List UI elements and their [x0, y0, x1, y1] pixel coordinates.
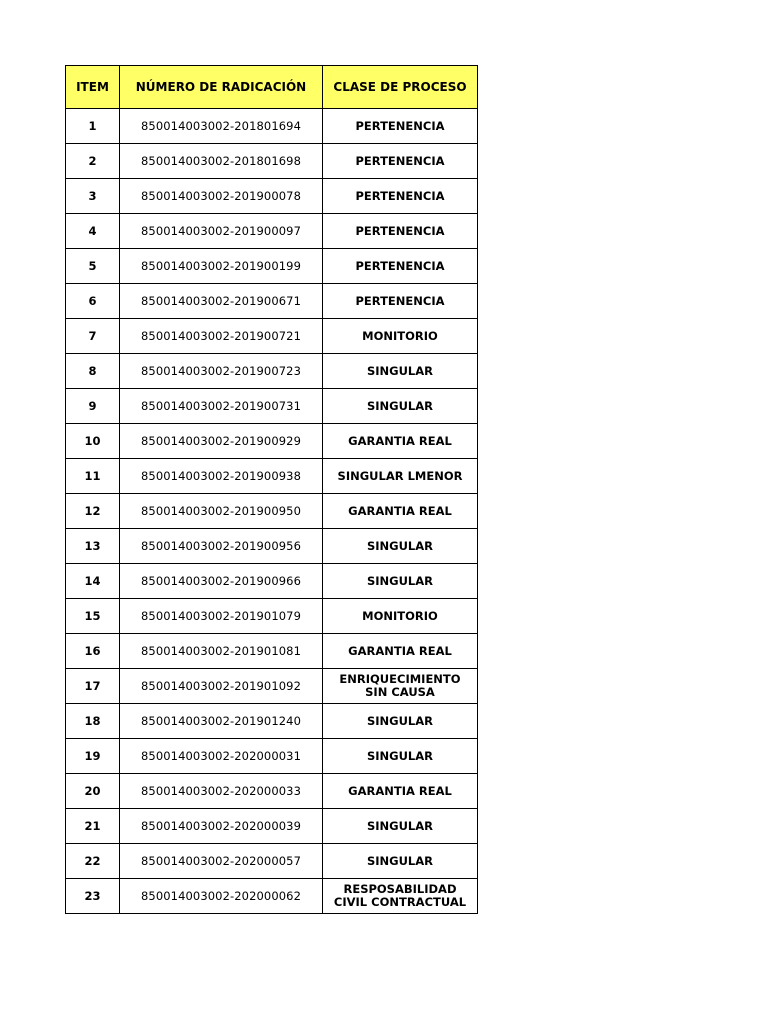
cell-item: 6	[66, 284, 120, 319]
cell-item: 13	[66, 529, 120, 564]
cell-item: 2	[66, 144, 120, 179]
cell-numero-radicacion: 850014003002-202000062	[120, 879, 323, 914]
cell-numero-radicacion: 850014003002-201901081	[120, 634, 323, 669]
cell-item: 7	[66, 319, 120, 354]
cell-clase-proceso: SINGULAR	[323, 389, 478, 424]
header-row	[66, 66, 478, 109]
cell-numero-radicacion: 850014003002-201900966	[120, 564, 323, 599]
table-row	[66, 179, 478, 214]
table-row	[66, 144, 478, 179]
table-row	[66, 389, 478, 424]
table-row	[66, 704, 478, 739]
cell-clase-proceso: PERTENENCIA	[323, 109, 478, 144]
cell-item: 10	[66, 424, 120, 459]
process-table	[65, 65, 478, 914]
cell-item: 15	[66, 599, 120, 634]
table-row	[66, 844, 478, 879]
cell-numero-radicacion: 850014003002-202000031	[120, 739, 323, 774]
cell-numero-radicacion: 850014003002-201901240	[120, 704, 323, 739]
table-row	[66, 774, 478, 809]
table-row	[66, 564, 478, 599]
table-row	[66, 214, 478, 249]
cell-item: 3	[66, 179, 120, 214]
cell-numero-radicacion: 850014003002-201900723	[120, 354, 323, 389]
cell-item: 16	[66, 634, 120, 669]
cell-clase-proceso: PERTENENCIA	[323, 214, 478, 249]
cell-clase-proceso: SINGULAR	[323, 564, 478, 599]
cell-numero-radicacion: 850014003002-202000039	[120, 809, 323, 844]
cell-item: 14	[66, 564, 120, 599]
cell-item: 4	[66, 214, 120, 249]
table-row	[66, 459, 478, 494]
header-clase-proceso: CLASE DE PROCESO	[323, 66, 478, 109]
table-row	[66, 494, 478, 529]
cell-clase-proceso: SINGULAR	[323, 809, 478, 844]
table-row	[66, 319, 478, 354]
cell-numero-radicacion: 850014003002-201900078	[120, 179, 323, 214]
cell-item: 23	[66, 879, 120, 914]
cell-item: 8	[66, 354, 120, 389]
cell-clase-proceso: PERTENENCIA	[323, 179, 478, 214]
table-row	[66, 669, 478, 704]
cell-clase-proceso: SINGULAR LMENOR	[323, 459, 478, 494]
cell-item: 5	[66, 249, 120, 284]
cell-clase-proceso: GARANTIA REAL	[323, 494, 478, 529]
header-numero-radicacion: NÚMERO DE RADICACIÓN	[120, 66, 323, 109]
cell-numero-radicacion: 850014003002-201900671	[120, 284, 323, 319]
cell-item: 22	[66, 844, 120, 879]
cell-numero-radicacion: 850014003002-201901079	[120, 599, 323, 634]
table-row	[66, 529, 478, 564]
table-row	[66, 424, 478, 459]
cell-numero-radicacion: 850014003002-201900199	[120, 249, 323, 284]
cell-item: 9	[66, 389, 120, 424]
cell-clase-proceso: SINGULAR	[323, 704, 478, 739]
cell-clase-proceso: PERTENENCIA	[323, 144, 478, 179]
cell-numero-radicacion: 850014003002-201900097	[120, 214, 323, 249]
cell-numero-radicacion: 850014003002-201900950	[120, 494, 323, 529]
table-row	[66, 284, 478, 319]
cell-item: 11	[66, 459, 120, 494]
cell-clase-proceso: GARANTIA REAL	[323, 774, 478, 809]
table-row	[66, 634, 478, 669]
cell-item: 1	[66, 109, 120, 144]
cell-numero-radicacion: 850014003002-201900929	[120, 424, 323, 459]
cell-clase-proceso: GARANTIA REAL	[323, 424, 478, 459]
table-row	[66, 879, 478, 914]
table-row	[66, 249, 478, 284]
table-row	[66, 109, 478, 144]
cell-clase-proceso: PERTENENCIA	[323, 284, 478, 319]
cell-item: 17	[66, 669, 120, 704]
cell-clase-proceso: RESPOSABILIDAD CIVIL CONTRACTUAL	[323, 879, 478, 914]
cell-numero-radicacion: 850014003002-202000057	[120, 844, 323, 879]
table-row	[66, 354, 478, 389]
cell-clase-proceso: PERTENENCIA	[323, 249, 478, 284]
cell-clase-proceso: MONITORIO	[323, 599, 478, 634]
cell-clase-proceso: GARANTIA REAL	[323, 634, 478, 669]
cell-clase-proceso: SINGULAR	[323, 844, 478, 879]
cell-numero-radicacion: 850014003002-201900938	[120, 459, 323, 494]
table-row	[66, 599, 478, 634]
cell-numero-radicacion: 850014003002-201900956	[120, 529, 323, 564]
cell-numero-radicacion: 850014003002-202000033	[120, 774, 323, 809]
cell-clase-proceso: SINGULAR	[323, 529, 478, 564]
cell-clase-proceso: SINGULAR	[323, 354, 478, 389]
cell-numero-radicacion: 850014003002-201801698	[120, 144, 323, 179]
cell-numero-radicacion: 850014003002-201900731	[120, 389, 323, 424]
cell-clase-proceso: ENRIQUECIMIENTO SIN CAUSA	[323, 669, 478, 704]
table-row	[66, 809, 478, 844]
cell-item: 21	[66, 809, 120, 844]
table-row	[66, 739, 478, 774]
cell-numero-radicacion: 850014003002-201801694	[120, 109, 323, 144]
cell-numero-radicacion: 850014003002-201900721	[120, 319, 323, 354]
header-item: ITEM	[66, 66, 120, 109]
cell-item: 18	[66, 704, 120, 739]
cell-item: 20	[66, 774, 120, 809]
cell-clase-proceso: SINGULAR	[323, 739, 478, 774]
cell-numero-radicacion: 850014003002-201901092	[120, 669, 323, 704]
cell-clase-proceso: MONITORIO	[323, 319, 478, 354]
cell-item: 12	[66, 494, 120, 529]
cell-item: 19	[66, 739, 120, 774]
